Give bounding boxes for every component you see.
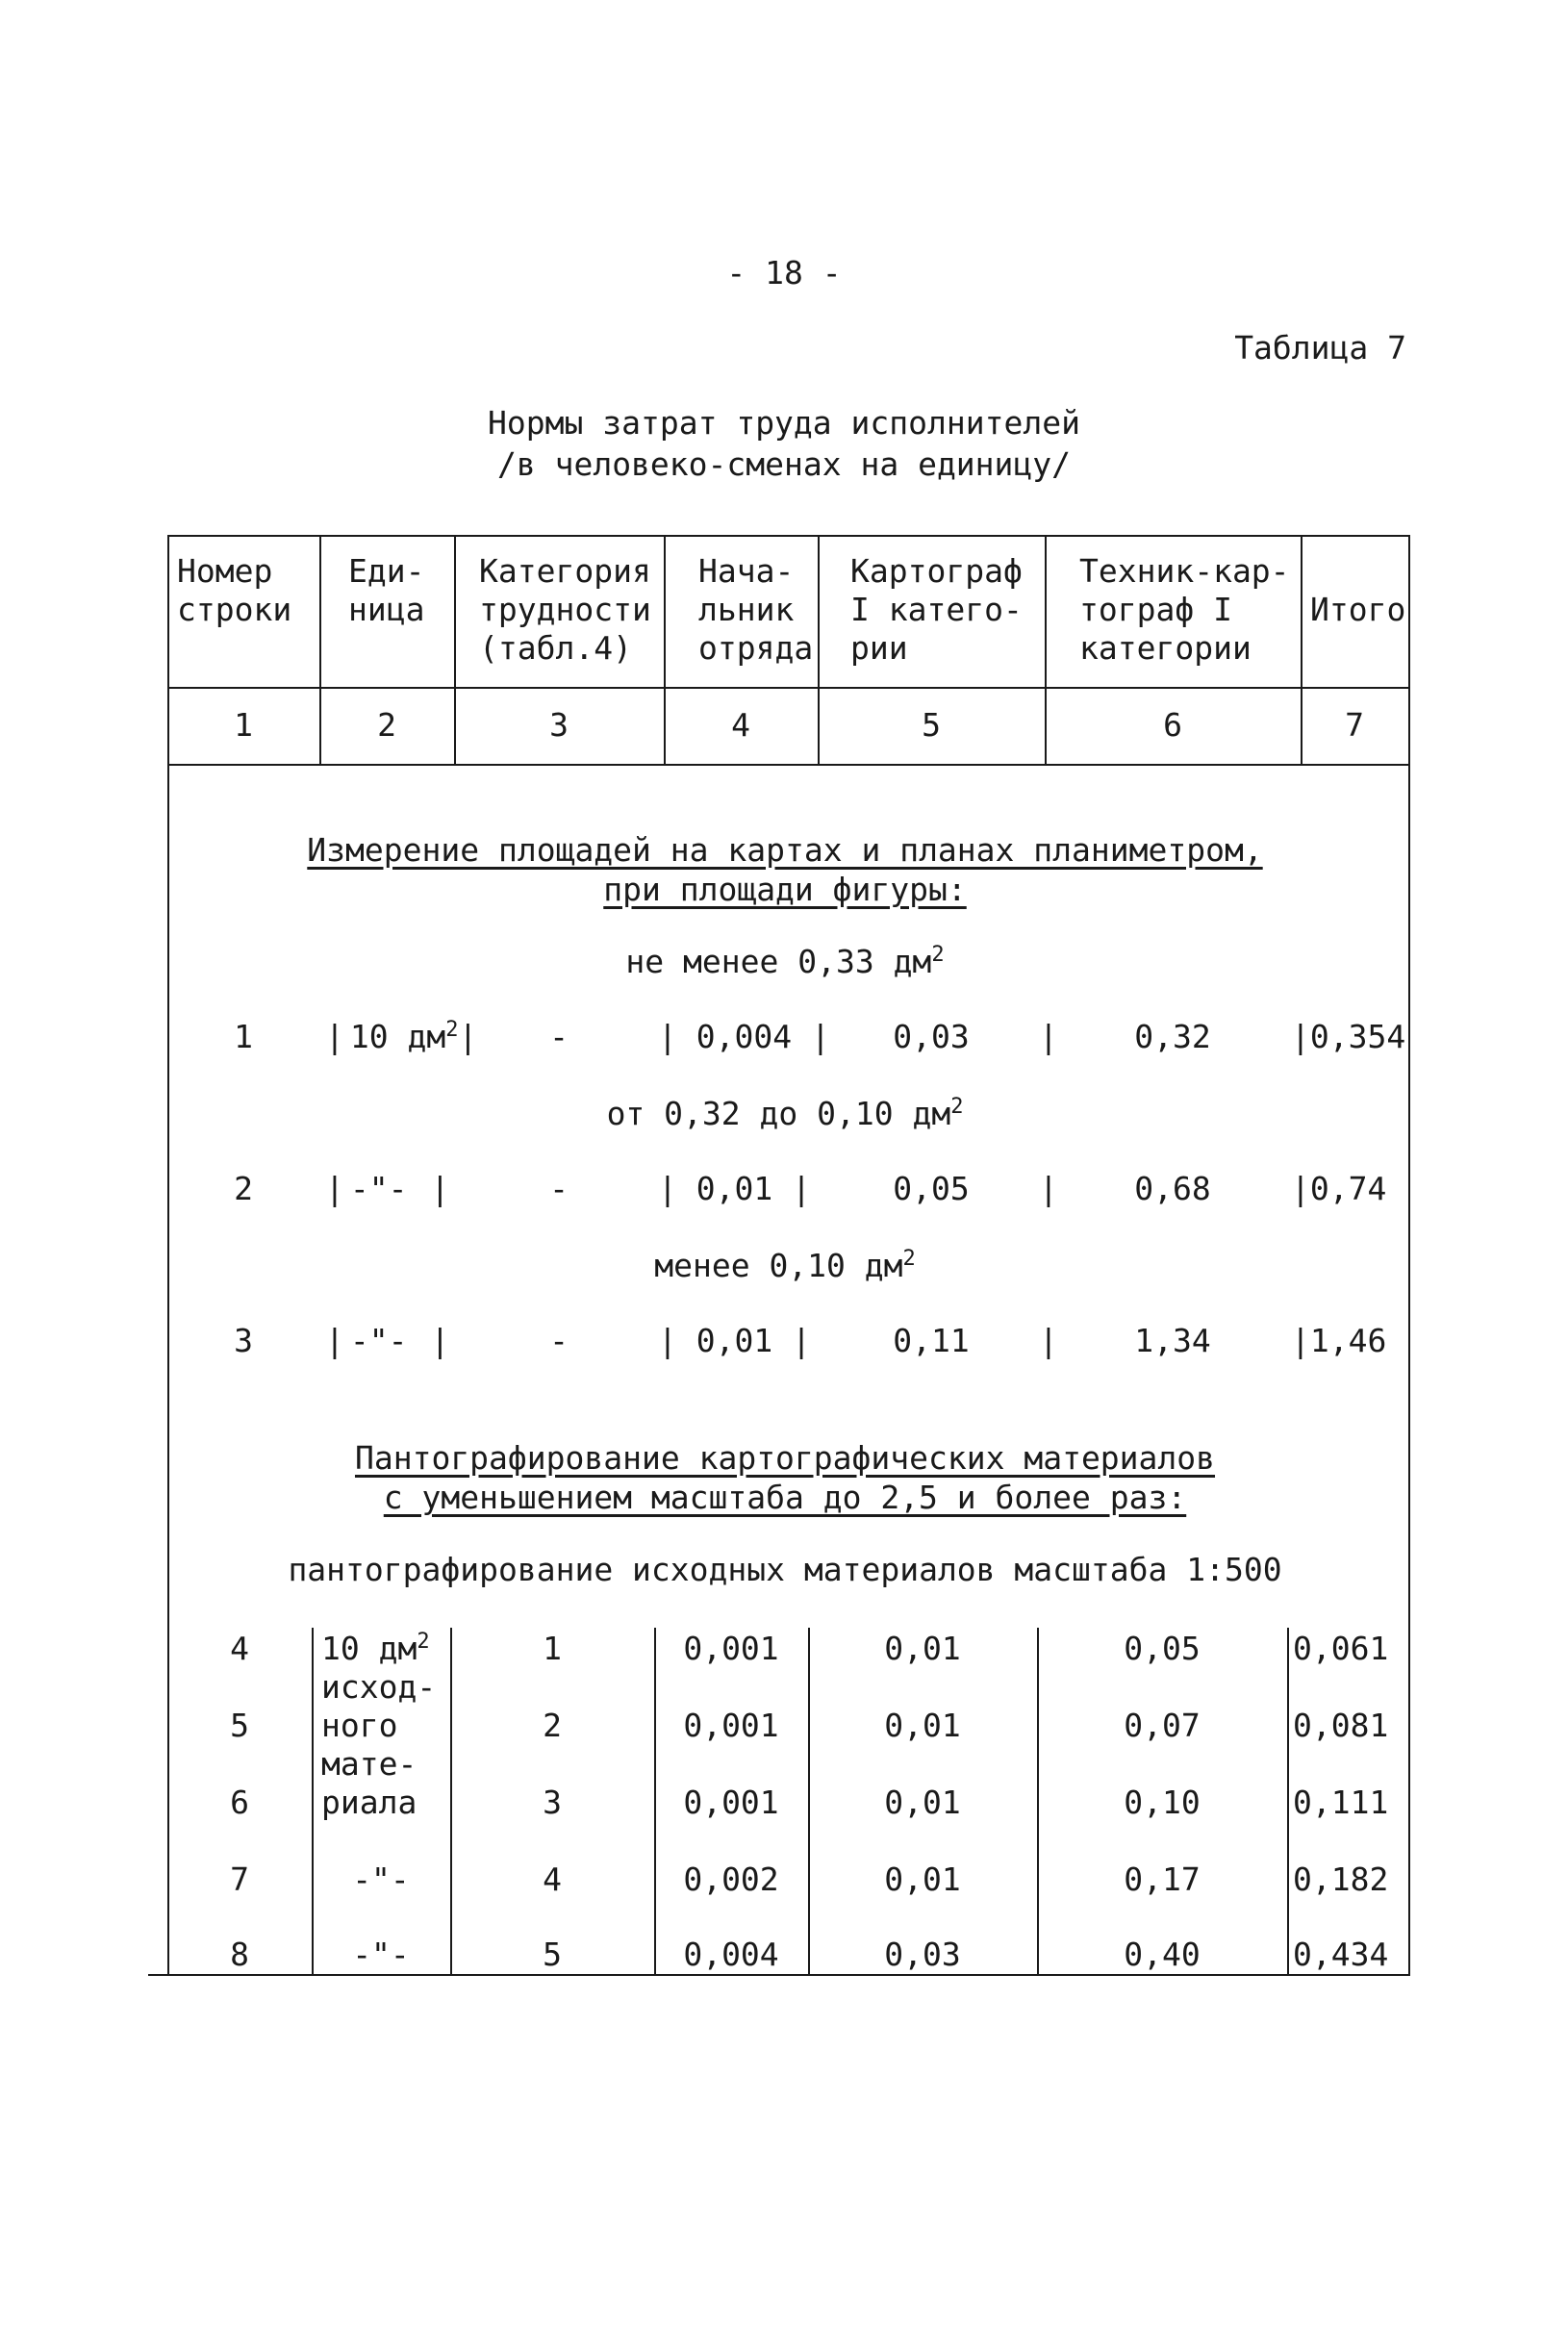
- total-cell: |0,354: [1291, 1018, 1406, 1055]
- column-number: 5: [922, 706, 941, 744]
- column-number: 3: [549, 706, 569, 744]
- technician-cell: 0,32: [1134, 1018, 1211, 1055]
- total-cell: |1,46: [1291, 1322, 1387, 1359]
- unit-cell: -"-: [352, 1861, 410, 1898]
- column-number: 7: [1345, 706, 1364, 744]
- unit-cell: | -"- |: [325, 1170, 450, 1207]
- header-row-number: Номер строки: [177, 552, 292, 628]
- col-divider-total-left: [1287, 1628, 1289, 1974]
- header-bottom-border: [169, 687, 1410, 689]
- cell-divider: |: [1039, 1170, 1058, 1207]
- row-number: 3: [234, 1322, 253, 1359]
- technician-cell: 0,68: [1134, 1170, 1211, 1207]
- total-cell: 0,081: [1293, 1707, 1389, 1744]
- table-bottom-border: [148, 1974, 1410, 1976]
- header-difficulty-category: Категория трудности (табл.4): [479, 552, 651, 667]
- row-number: 8: [230, 1936, 249, 1973]
- cartographer-cell: 0,05: [893, 1170, 970, 1207]
- cartographer-cell: 0,11: [893, 1322, 970, 1359]
- row-number: 4: [230, 1630, 249, 1667]
- table-title-line-1: Нормы затрат труда исполнителей: [488, 404, 1080, 442]
- table-title-line-2: /в человеко-сменах на единицу/: [496, 445, 1072, 483]
- header-technician-cartographer: Техник-кар- тограф I категории: [1079, 552, 1290, 667]
- category-cell: 2: [543, 1707, 562, 1744]
- total-cell: 0,061: [1293, 1630, 1389, 1667]
- cartographer-cell: 0,01: [884, 1707, 961, 1744]
- category-cell: -: [549, 1170, 569, 1207]
- category-cell: 4: [543, 1861, 562, 1898]
- technician-cell: 1,34: [1134, 1322, 1211, 1359]
- chief-cell: 0,001: [683, 1707, 779, 1744]
- column-number: 6: [1163, 706, 1182, 744]
- area-range-heading: от 0,32 до 0,10 $дм^2$: [606, 1095, 964, 1132]
- category-cell: -: [549, 1018, 569, 1055]
- section-2-subheading: пантографирование исходных материалов масштаба 1:500: [288, 1551, 1282, 1588]
- total-cell: 0,111: [1293, 1784, 1389, 1821]
- technician-cell: 0,05: [1124, 1630, 1201, 1667]
- category-cell: 3: [543, 1784, 562, 1821]
- cartographer-cell: 0,01: [884, 1861, 961, 1898]
- chief-cell: 0,001: [683, 1630, 779, 1667]
- column-numbers-bottom-border: [167, 764, 1410, 766]
- table-label: Таблица 7: [1234, 329, 1406, 367]
- unit-cell: -"-: [352, 1936, 410, 1973]
- column-number: 2: [377, 706, 396, 744]
- chief-cell: | 0,004 |: [658, 1018, 830, 1055]
- chief-cell: 0,002: [683, 1861, 779, 1898]
- cell-divider: |: [1039, 1018, 1058, 1055]
- chief-cell: 0,004: [683, 1936, 779, 1973]
- column-number: 1: [234, 706, 253, 744]
- section-2-title: Пантографирование картографических материалов с уменьшением масштаба до 2,5 и более раз:: [354, 1439, 1216, 1516]
- technician-cell: 0,17: [1124, 1861, 1201, 1898]
- row-number: 2: [234, 1170, 253, 1207]
- header-unit: Еди- ница: [348, 552, 425, 628]
- header-team-chief: Нача- льник отряда: [698, 552, 814, 667]
- unit-cell-source-material: 10 $дм^2$ исход- ного мате- риала: [321, 1630, 437, 1821]
- row-number: 5: [230, 1707, 249, 1744]
- cartographer-cell: 0,03: [884, 1936, 961, 1973]
- technician-cell: 0,07: [1124, 1707, 1201, 1744]
- row-number: 7: [230, 1861, 249, 1898]
- header-cartographer: Картограф I катего- рии: [850, 552, 1023, 667]
- total-cell: |0,74: [1291, 1170, 1387, 1207]
- technician-cell: 0,10: [1124, 1784, 1201, 1821]
- cartographer-cell: 0,01: [884, 1630, 961, 1667]
- total-cell: 0,434: [1293, 1936, 1389, 1973]
- category-cell: 5: [543, 1936, 562, 1973]
- total-cell: 0,182: [1293, 1861, 1389, 1898]
- cell-divider: |: [1039, 1322, 1058, 1359]
- table-top-border: [169, 535, 1410, 537]
- row-number: 6: [230, 1784, 249, 1821]
- category-cell: 1: [543, 1630, 562, 1667]
- cartographer-cell: 0,01: [884, 1784, 961, 1821]
- chief-cell: | 0,01 |: [658, 1322, 811, 1359]
- chief-cell: | 0,01 |: [658, 1170, 811, 1207]
- page-number: - 18 -: [726, 254, 842, 291]
- header-total: Итого: [1310, 591, 1406, 628]
- area-range-heading: не менее 0,33 $дм^2$: [625, 943, 945, 980]
- col-divider-unit-left: [312, 1628, 314, 1974]
- category-cell: -: [549, 1322, 569, 1359]
- labor-norms-table: [160, 535, 1410, 1978]
- chief-cell: 0,001: [683, 1784, 779, 1821]
- section-1-title: Измерение площадей на картах и планах планиметром, при площади фигуры:: [307, 831, 1263, 908]
- technician-cell: 0,40: [1124, 1936, 1201, 1973]
- cartographer-cell: 0,03: [893, 1018, 970, 1055]
- unit-cell: | -"- |: [325, 1322, 450, 1359]
- unit-cell: | 10 $дм^2|$: [325, 1018, 478, 1055]
- row-number: 1: [234, 1018, 253, 1055]
- area-range-heading: менее 0,10 $дм^2$: [654, 1247, 916, 1284]
- column-number: 4: [731, 706, 750, 744]
